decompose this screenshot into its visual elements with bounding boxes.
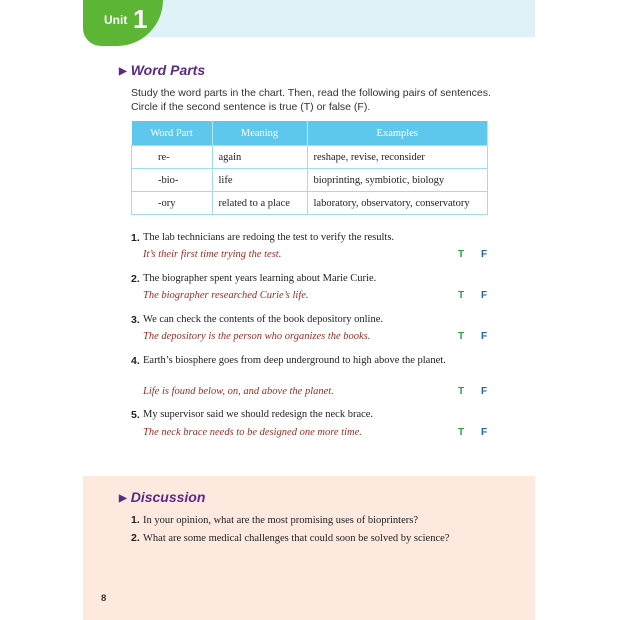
triangle-right-icon: ▶ xyxy=(119,493,127,504)
column-header: Meaning xyxy=(212,121,307,146)
false-option[interactable]: F xyxy=(481,331,488,342)
table-cell: reshape, revise, reconsider xyxy=(307,146,488,169)
table-cell: bioprinting, symbiotic, biology xyxy=(307,169,488,192)
table-row xyxy=(132,192,488,215)
question-number: 1. xyxy=(131,232,140,244)
instructions: Study the word parts in the chart. Then, read the following pairs of sentences. Circle if the second sentence is true (T) or false (F). xyxy=(131,87,491,113)
question-number: 3. xyxy=(131,314,140,326)
discussion-number: 1. xyxy=(131,514,140,526)
question-1 xyxy=(131,231,451,246)
table-row xyxy=(132,169,488,192)
question-number: 5. xyxy=(131,409,140,421)
table-cell: re- xyxy=(132,146,213,169)
question-number: 4. xyxy=(131,355,140,367)
true-option[interactable]: T xyxy=(458,249,465,260)
question-5-answer: The neck brace needs to be designed one more time. xyxy=(143,427,362,438)
question-statement: Earth’s biosphere goes from deep underground to high above the planet. xyxy=(143,355,446,366)
column-header: Word Part xyxy=(132,121,213,146)
table-cell: again xyxy=(212,146,307,169)
question-3 xyxy=(131,313,451,328)
table-cell: life xyxy=(212,169,307,192)
discussion-text: What are some medical challenges that could soon be solved by science? xyxy=(143,533,450,544)
question-statement: The biographer spent years learning about Marie Curie. xyxy=(143,273,377,284)
table-cell: -ory xyxy=(132,192,213,215)
question-statement: My supervisor said we should redesign the neck brace. xyxy=(143,409,374,420)
question-statement: We can check the contents of the book depository online. xyxy=(143,314,383,325)
question-1-answer: It’s their first time trying the test. xyxy=(143,249,282,260)
word-parts-title: Word Parts xyxy=(130,62,206,78)
discussion-text: In your opinion, what are the most promising uses of bioprinters? xyxy=(143,515,418,526)
word-parts-table xyxy=(131,121,488,215)
table-cell: related to a place xyxy=(212,192,307,215)
discussion-item xyxy=(131,514,418,526)
question-number: 2. xyxy=(131,273,140,285)
question-3-answer: The depository is the person who organizes the books. xyxy=(143,331,371,342)
false-option[interactable]: F xyxy=(481,290,488,301)
question-2 xyxy=(131,272,451,287)
question-statement: The lab technicians are redoing the test to verify the results. xyxy=(143,232,395,243)
table-row xyxy=(132,146,488,169)
false-option[interactable]: F xyxy=(481,249,488,260)
discussion-title: Discussion xyxy=(130,489,206,505)
question-4-answer: Life is found below, on, and above the planet. xyxy=(143,386,334,397)
question-2-answer: The biographer researched Curie’s life. xyxy=(143,290,309,301)
true-option[interactable]: T xyxy=(458,427,465,438)
false-option[interactable]: F xyxy=(481,386,488,397)
table-cell: -bio- xyxy=(132,169,213,192)
false-option[interactable]: F xyxy=(481,427,488,438)
discussion-number: 2. xyxy=(131,532,140,544)
table-header-row xyxy=(132,121,488,146)
question-5 xyxy=(131,408,451,423)
true-option[interactable]: T xyxy=(458,331,465,342)
discussion-item xyxy=(131,532,449,544)
triangle-right-icon: ▶ xyxy=(119,66,127,77)
unit-label: Unit xyxy=(104,13,128,27)
table-cell: laboratory, observatory, conservatory xyxy=(307,192,488,215)
true-option[interactable]: T xyxy=(458,290,465,301)
true-option[interactable]: T xyxy=(458,386,465,397)
question-4 xyxy=(131,354,451,369)
page-number: 8 xyxy=(101,593,107,604)
column-header: Examples xyxy=(307,121,488,146)
discussion-heading xyxy=(119,489,205,505)
unit-number: 1 xyxy=(133,4,148,34)
word-parts-heading xyxy=(119,62,205,78)
